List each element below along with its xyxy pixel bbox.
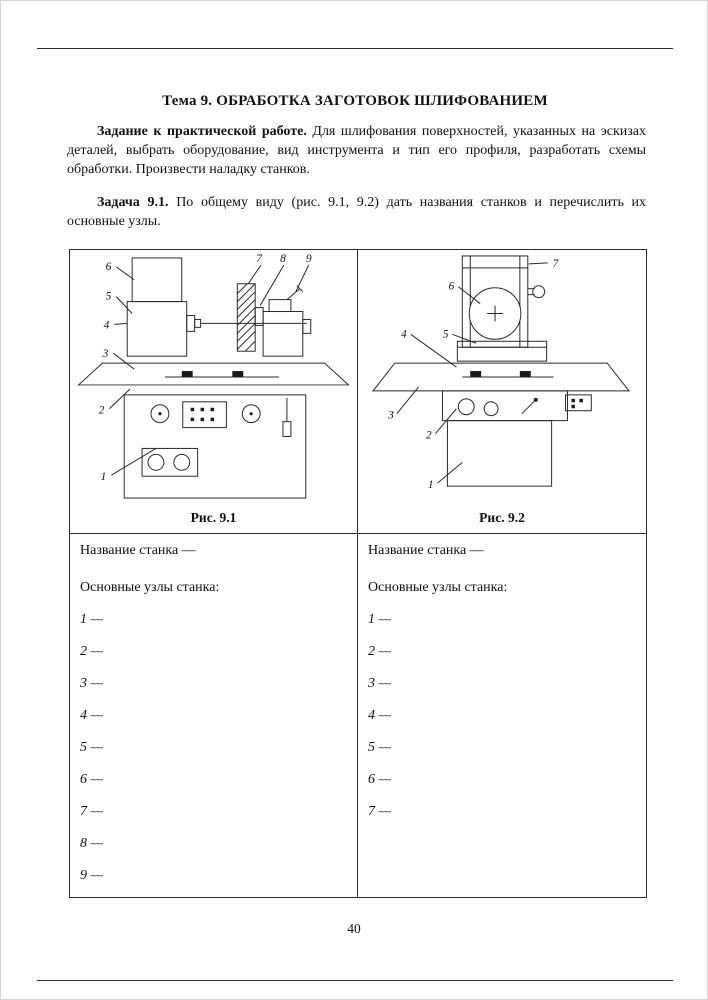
form-item: 4 —	[368, 708, 391, 723]
intro-paragraph	[67, 122, 646, 179]
figure-caption-2: Рис. 9.2	[479, 510, 525, 525]
machine-1-callouts	[99, 253, 312, 483]
fig2-callout-4: 4	[401, 328, 407, 341]
units-label-2: Основные узлы станка:	[368, 580, 508, 595]
fig1-callout-3: 3	[102, 348, 109, 361]
form-item: 2 —	[368, 644, 391, 659]
fig1-callout-6: 6	[105, 260, 112, 273]
machine-1-leader-lines	[109, 265, 308, 475]
fig1-callout-7: 7	[256, 252, 262, 265]
fig1-callout-2: 2	[98, 404, 105, 417]
form-item: 8 —	[80, 836, 103, 851]
figure-caption-1: Рис. 9.1	[190, 510, 237, 525]
form-item: 4 —	[80, 708, 103, 723]
intro-lead: Задание к практической работе.	[97, 124, 307, 139]
fig2-callout-2: 2	[425, 429, 432, 442]
fig2-callout-5: 5	[442, 328, 449, 341]
form-item: 3 —	[80, 676, 103, 691]
form-item: 2 —	[80, 644, 103, 659]
machine-2-body	[373, 256, 629, 486]
form-item: 1 —	[80, 612, 103, 627]
fig1-callout-4: 4	[103, 319, 110, 332]
machine-1-body	[79, 258, 349, 498]
header-rule	[37, 48, 673, 49]
form-item: 6 —	[368, 772, 391, 787]
machine-name-label-2: Название станка —	[368, 543, 484, 558]
machine-drawing-1	[70, 250, 357, 504]
form-item: 7 —	[80, 804, 103, 819]
form-item: 6 —	[80, 772, 103, 787]
figure-cell-1	[70, 250, 358, 534]
fig1-callout-9: 9	[305, 252, 312, 265]
fig1-callout-1: 1	[100, 471, 107, 484]
task-paragraph	[67, 193, 646, 231]
form-cell-1	[70, 534, 358, 897]
form-item: 3 —	[368, 676, 391, 691]
page-title: Тема 9. ОБРАБОТКА ЗАГОТОВОК ШЛИФОВАНИЕМ	[162, 93, 548, 109]
machine-drawing-2	[358, 250, 646, 504]
form-cell-2	[358, 534, 646, 897]
figures-table	[69, 249, 647, 898]
form-item: 7 —	[368, 804, 391, 819]
fig1-callout-8: 8	[280, 252, 286, 265]
intro-text: Для шлифования поверхностей, указанных на эскизах деталей, выбрать оборудование, вид инструмента и тип его профиля, разработать схемы обработки. Произвести наладку станков.	[67, 124, 647, 177]
form-item: 9 —	[80, 868, 103, 883]
task-text: По общему виду (рис. 9.1, 9.2) дать названия станков и перечислить их основные узлы.	[67, 195, 646, 229]
fig2-callout-6: 6	[448, 280, 455, 293]
form-item: 5 —	[368, 740, 391, 755]
fig1-callout-5: 5	[105, 290, 112, 303]
fig2-callout-3: 3	[388, 409, 394, 422]
footer-rule	[37, 980, 673, 981]
fig2-callout-1: 1	[427, 479, 434, 492]
form-item: 1 —	[368, 612, 391, 627]
form-item: 5 —	[80, 740, 103, 755]
machine-name-label-1: Название станка —	[80, 543, 196, 558]
fig2-callout-7: 7	[552, 257, 559, 270]
page-number: 40	[347, 921, 361, 936]
units-label-1: Основные узлы станка:	[80, 580, 220, 595]
task-lead: Задача 9.1.	[97, 195, 169, 210]
figure-cell-2	[358, 250, 646, 534]
